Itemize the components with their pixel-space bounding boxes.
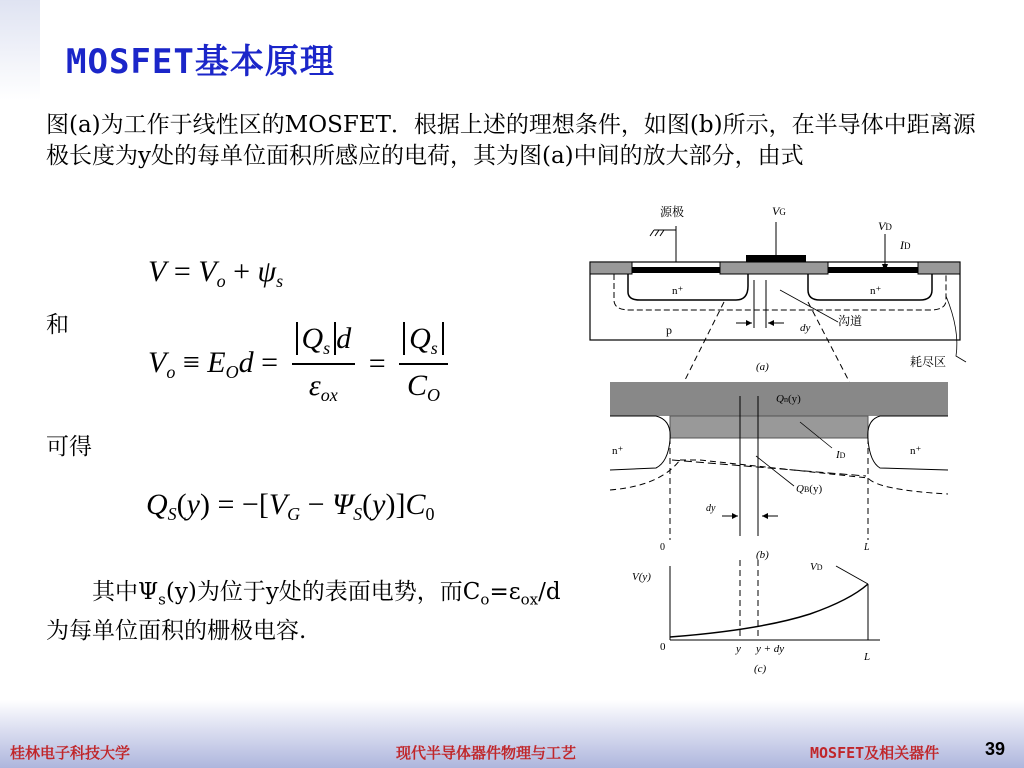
label-channel: 沟道	[838, 314, 863, 328]
drain-junction-zoom	[868, 416, 948, 470]
caption-b: (b)	[756, 549, 769, 561]
label-b-nplus-right: n⁺	[910, 445, 922, 457]
label-b-dy: dy	[706, 503, 716, 514]
label-kede: 可得	[46, 434, 92, 460]
equation-vo: $V_o \equiv E_Od$ = $\frac{Q_s d}{\varepsilon_{ox}}$ = $\frac{Q_s}{C_O}$	[148, 322, 454, 406]
label-p: p	[666, 323, 672, 337]
footer-university: 桂林电子科技大学	[10, 744, 131, 762]
oxide-zoom	[670, 416, 868, 438]
label-c-zero: 0	[660, 641, 666, 653]
footer-course: 现代半导体器件物理与工艺	[396, 744, 577, 762]
label-dy: dy	[800, 322, 811, 334]
explanation-paragraph: 其中$\Psi_s(y)$为位于y处的表面电势，而$C_o=\varepsilon_{ox}/d$为每单位面积的栅极电容.	[46, 579, 561, 644]
slide-title: MOSFET基本原理	[66, 42, 335, 82]
label-b-id: ID	[836, 449, 846, 461]
equation-qs: $Q_S(y) = -[V_G - \Psi_S(y)]C_0$	[146, 488, 435, 524]
label-c-vy: V(y)	[632, 571, 651, 583]
inversion-edge	[672, 460, 866, 476]
caption-c: (c)	[754, 663, 767, 675]
label-c-ydy: y + dy	[756, 643, 785, 655]
mosfet-diagram	[580, 198, 1000, 690]
label-b-zero: 0	[660, 542, 665, 553]
potential-curve	[670, 584, 868, 637]
label-qb: QB(y)	[796, 483, 823, 495]
label-b-L: L	[864, 542, 870, 553]
field-oxide-left	[590, 262, 632, 274]
equation-v: $V = V_o + \psi_s$	[148, 255, 284, 291]
source-contact	[632, 267, 722, 273]
label-vd: VD	[878, 219, 892, 233]
label-nplus-left: n⁺	[672, 285, 684, 297]
label-vg: VG	[772, 204, 786, 218]
title-accent-bar	[0, 0, 40, 100]
gate-oxide	[720, 262, 828, 274]
label-c-L: L	[864, 651, 871, 663]
source-junction-zoom	[610, 416, 670, 470]
label-b-nplus-left: n⁺	[612, 445, 624, 457]
intro-paragraph: 图(a)为工作于线性区的MOSFET．根据上述的理想条件，如图(b)所示，在半导体中距离源极长度为y处的每单位面积所感应的电荷，其为图(a)中间的放大部分，由式	[46, 112, 976, 169]
label-c-y: y	[736, 643, 741, 655]
label-qn: Qn(y)	[776, 393, 801, 405]
drain-contact	[828, 267, 918, 273]
label-id: ID	[900, 238, 911, 252]
caption-a: (a)	[756, 361, 769, 373]
label-source: 源极	[660, 205, 685, 219]
label-and: 和	[46, 312, 69, 338]
field-oxide-right	[918, 262, 960, 274]
page-number: 39	[985, 739, 1006, 759]
gate-electrode	[746, 255, 806, 262]
label-c-vd: VD	[810, 561, 823, 573]
footer-chapter: MOSFET及相关器件	[810, 744, 940, 762]
label-depletion: 耗尽区	[910, 355, 947, 369]
label-nplus-right: n⁺	[870, 285, 882, 297]
